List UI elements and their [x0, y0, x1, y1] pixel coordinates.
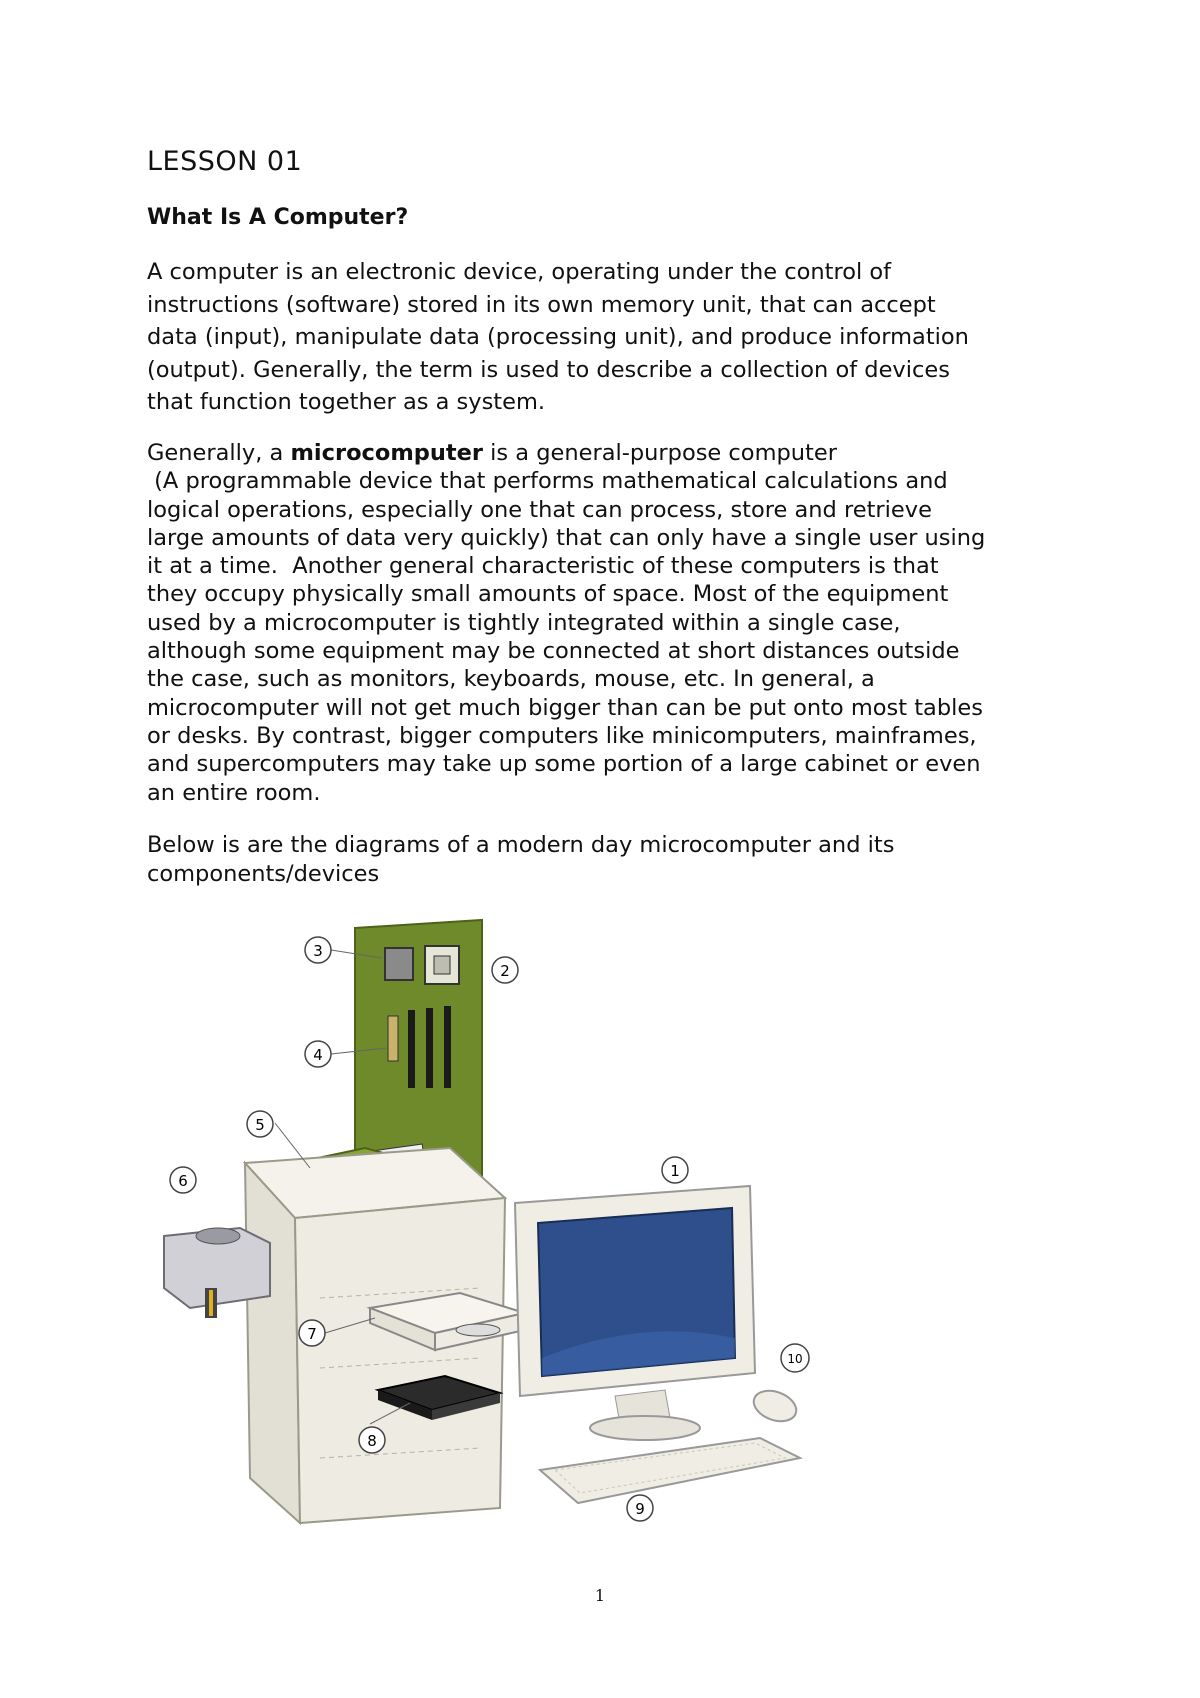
- text-line: components/devices: [147, 860, 380, 887]
- svg-text:1: 1: [670, 1162, 680, 1180]
- section-heading: What Is A Computer?: [147, 205, 409, 230]
- computer-components-diagram: [160, 918, 840, 1528]
- keyboard: [540, 1438, 800, 1503]
- text-line: microcomputer will not get much bigger than can be put onto most tables: [147, 694, 983, 721]
- svg-text:6: 6: [178, 1172, 188, 1190]
- text-line: that function together as a system.: [147, 389, 546, 416]
- callout-2: [492, 957, 518, 983]
- text-line-intro: [147, 439, 1087, 467]
- text-line: or desks. By contrast, bigger computers like minicomputers, mainframes,: [147, 722, 977, 749]
- lesson-title: LESSON 01: [147, 146, 303, 177]
- chip-icon: [385, 948, 413, 980]
- svg-text:3: 3: [313, 942, 323, 960]
- callout-7: [299, 1320, 325, 1346]
- text-line: it at a time. Another general characteristic of these computers is that: [147, 553, 939, 580]
- page-number: 1: [594, 1586, 606, 1605]
- paragraph-microcomputer: [147, 439, 1087, 807]
- text-line: large amounts of data very quickly) that can only have a single user using: [147, 524, 986, 551]
- callout-5: [247, 1111, 273, 1137]
- svg-text:5: 5: [255, 1116, 265, 1134]
- svg-text:7: 7: [307, 1325, 317, 1343]
- intro-after: is a general-purpose computer: [483, 440, 837, 466]
- callout-10: [781, 1344, 809, 1372]
- callout-6: [170, 1167, 196, 1193]
- monitor: [515, 1186, 755, 1440]
- svg-text:2: 2: [500, 962, 510, 980]
- svg-text:8: 8: [367, 1432, 377, 1450]
- callout-4: [305, 1041, 331, 1067]
- svg-text:10: 10: [787, 1352, 803, 1366]
- text-line: an entire room.: [147, 779, 321, 806]
- paragraph-diagram-intro: [147, 831, 1067, 888]
- paragraph-definition: [147, 256, 1067, 419]
- text-line: logical operations, especially one that can process, store and retrieve: [147, 496, 932, 523]
- text-line: (A programmable device that performs mathematical calculations and: [147, 468, 948, 495]
- callout-3: [305, 937, 331, 963]
- intro-before: Generally, a: [147, 440, 291, 466]
- svg-text:4: 4: [313, 1046, 323, 1064]
- text-line: used by a microcomputer is tightly integrated within a single case,: [147, 609, 901, 636]
- text-line: data (input), manipulate data (processing unit), and produce information: [147, 324, 969, 351]
- text-line: Below is are the diagrams of a modern day microcomputer and its: [147, 832, 895, 858]
- callout-1: [662, 1157, 688, 1183]
- text-line: instructions (software) stored in its own memory unit, that can accept: [147, 291, 936, 318]
- text-line: the case, such as monitors, keyboards, mouse, etc. In general, a: [147, 666, 875, 693]
- text-line: although some equipment may be connected at short distances outside: [147, 638, 960, 665]
- text-line: A computer is an electronic device, operating under the control of: [147, 259, 892, 285]
- callout-8: [359, 1427, 385, 1453]
- text-line: and supercomputers may take up some portion of a large cabinet or even: [147, 751, 981, 778]
- text-line: they occupy physically small amounts of space. Most of the equipment: [147, 581, 949, 608]
- text-line: (output). Generally, the term is used to describe a collection of devices: [147, 356, 950, 383]
- callout-9: [627, 1495, 653, 1521]
- mouse: [750, 1385, 801, 1426]
- svg-text:9: 9: [635, 1500, 645, 1518]
- bold-term: microcomputer: [290, 440, 484, 466]
